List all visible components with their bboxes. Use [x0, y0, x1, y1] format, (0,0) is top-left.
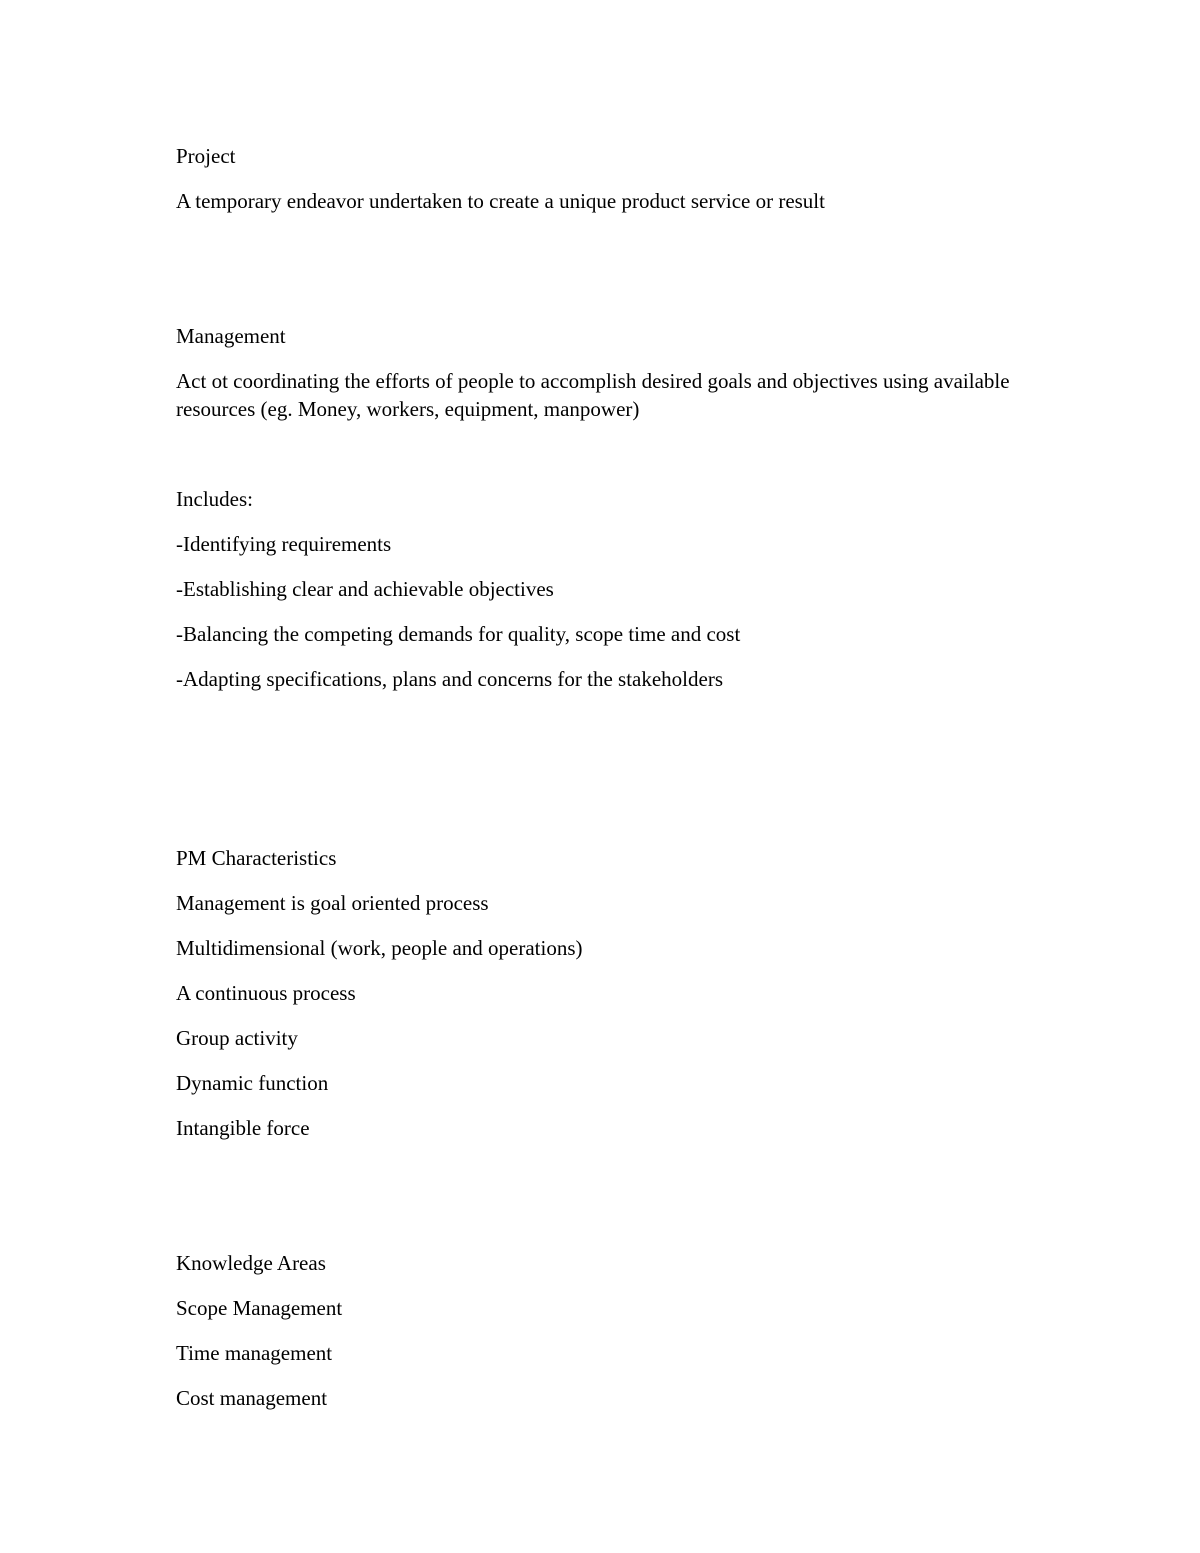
includes-heading: Includes:	[176, 487, 253, 511]
knowledge-areas-heading: Knowledge Areas	[176, 1251, 326, 1275]
includes-item: -Adapting specifications, plans and concerns for the stakeholders	[176, 667, 723, 691]
pm-characteristics-item: Management is goal oriented process	[176, 891, 489, 915]
includes-item: -Establishing clear and achievable objectives	[176, 577, 554, 601]
management-heading: Management	[176, 324, 286, 348]
pm-characteristics-item: Intangible force	[176, 1116, 310, 1140]
knowledge-areas-item: Scope Management	[176, 1296, 343, 1320]
knowledge-areas-item: Time management	[176, 1341, 333, 1365]
knowledge-areas-item: Cost management	[176, 1386, 328, 1410]
project-definition: A temporary endeavor undertaken to create a unique product service or result	[176, 189, 825, 213]
pm-characteristics-heading: PM Characteristics	[176, 846, 337, 870]
includes-item: -Balancing the competing demands for quality, scope time and cost	[176, 622, 741, 646]
includes-item: -Identifying requirements	[176, 532, 392, 556]
pm-characteristics-item: Group activity	[176, 1026, 298, 1050]
project-heading: Project	[176, 144, 236, 168]
pm-characteristics-item: Multidimensional (work, people and operations)	[176, 936, 583, 960]
pm-characteristics-item: Dynamic function	[176, 1071, 329, 1095]
pm-characteristics-item: A continuous process	[176, 981, 356, 1005]
management-definition: Act ot coordinating the efforts of people to accomplish desired goals and objectives using available resources (eg. Money, workers, equipment, manpower)	[176, 369, 1010, 421]
